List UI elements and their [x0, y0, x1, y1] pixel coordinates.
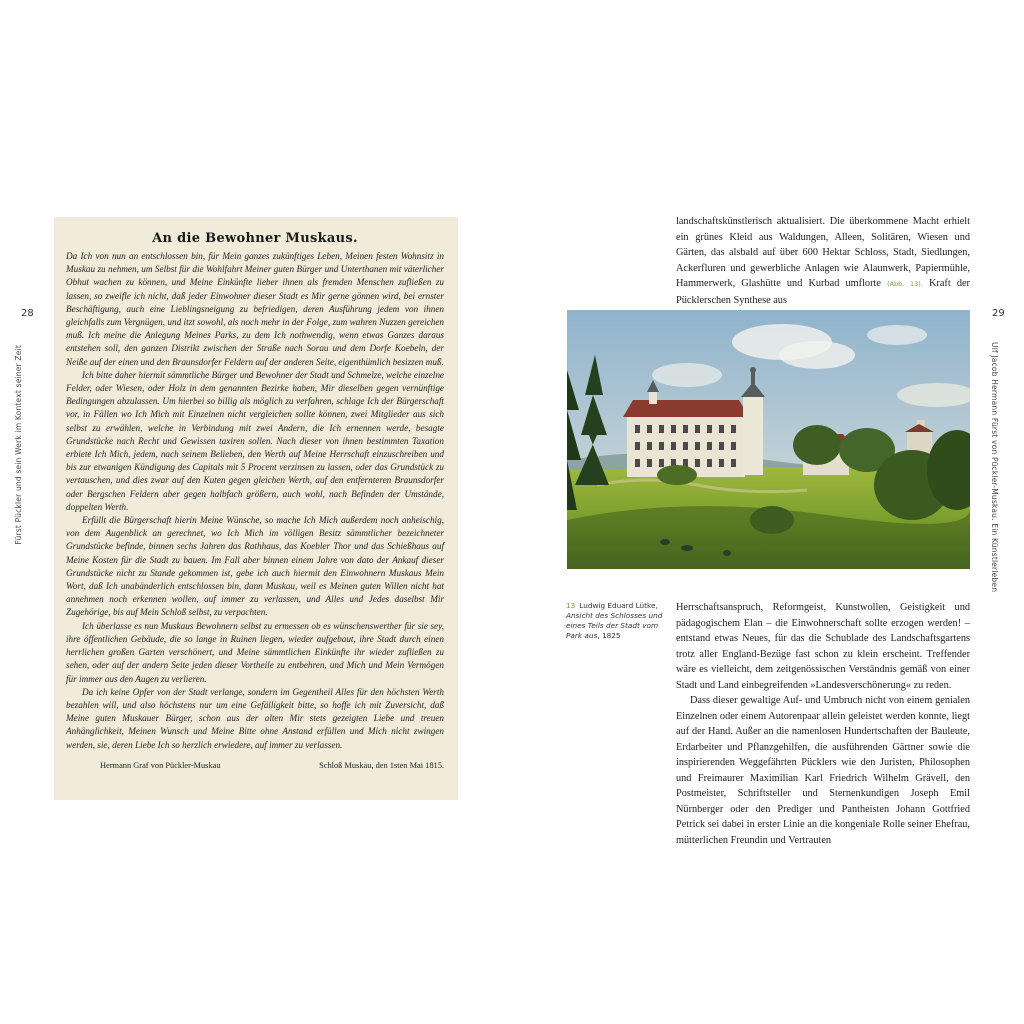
signature-place-date: Schloß Muskau, den 1sten Mai 1815. [319, 760, 444, 770]
caption-year: , 1825 [597, 631, 621, 640]
signature-name: Hermann Graf von Pückler-Muskau [100, 760, 221, 770]
body-text-top [676, 214, 970, 308]
body-paragraph: Dass dieser gewaltige Auf- und Umbruch nicht von einem genialen Einzelnen oder einem Autorenpaar allein geleistet werden konnte, liegt auf der Hand. Außer an die namenlosen Hundertschaften der Bauleute, Erdarbeiter und Pflanzgehilfen, die ausführenden Gärtner sowie die inspirierenden Weggefährten Pücklers wie den Juristen, Philosophen und Freimaurer Maximilian Karl Friedrich Wilhelm Grävell, den Postmeister, Schriftsteller und Sternenkundigen Joseph Emil Nürnberger oder den Prediger und Pantheisten Johann Gottfried Petrick sei dabei in erster Linie an die kongeniale Rolle seiner Ehefrau, mütterlichen Freundin und Vertrauten [676, 695, 970, 846]
running-head-right [990, 342, 999, 592]
proclamation-paragraph: Da Ich von nun an entschlossen bin, für Mein ganzes zukünftiges Leben, Meinen festen Wohnsitz in Muskau zu nehmen, um Selbst für die Wohlfahrt Meiner guten Bürger und Unterthanen mit väterlicher Obhut wachen zu können, und Meine Einkünfte lieber ihnen als fremden Menschen zufließen zu lassen, so zweifle ich nicht, daß jeder Einwohner dieser Stadt es Mir gerne gönnen wird, bei ernster Beschäftigung, auch eine Lieblingsneigung zu befriedigen, deren Ausführung jedem von ihnen gleichfalls zum Vergnügen, und itzt sowohl, als noch mehr in der Folge, zum wahren Nuzzen gereichen muß. Ich meine die Anlegung Meines Parks, zu dem Ich nothwendig, wenn etwas Ganzes daraus entstehen soll, den ganzen Distrikt zwischen der Straße nach Sorau und dem Dorfe Koebeln, der Neiße auf der einen und den Braunsdorfer Feldern auf der anderen Seite, eigenthümlich besizzen muß. [66, 251, 444, 367]
page-number-right: 29 [992, 308, 1005, 319]
caption-author: Ludwig Eduard Lütke, [579, 601, 658, 610]
proclamation-paragraph: Ich bitte daher hiermit sämmtliche Bürger und Bewohner der Stadt und Schmelze, welche einzelne Felder, oder Wiesen, oder Holz in dem genannten Bezirke haben, Mir dieselben gegen vernünftige Bedingungen abzulassen. Um hierbei so billig als möglich zu verfahren, schlage Ich der Bürgerschaft vor, in Fällen wo Ich Mich mit Einzelnen nicht vergleichen sollte können, zwei Mitglieder aus sich selbst zu erwählen, welche in Verbindung mit zwei Andern, die Ich ernennen werde, besagte Grundstücke nach Recht und Gewissen taxiren sollen. Nach dieser von ihnen bestimmten Taxation erbiete Ich Mich, jedem, nach seinem Belieben, den Werth auf Meine Herrschaft einzuschreiben und bis zur etwanigen Kündigung des Capitals mit 5 Procent verzinsen zu lassen, oder das Grundstück zu vertauschen, und dies zwar auf den Kuten gegen gleichen Werth, auf den entfernteren Braunsdorfer oder Bergschen Feldern aber gegen halbfach größern, auch wohl, nach Befinden der Umstände, doppelten Werth. [66, 369, 444, 512]
proclamation-box [54, 217, 458, 800]
body-text-bottom [676, 600, 970, 848]
proclamation-paragraph: Da ich keine Opfer von der Stadt verlange, sondern im Gegentheil Alles für den höchsten Werth bezahlen will, und also höchstens nur um eine Gefälligkeit bitte, so hoffe ich mit Zuversicht, daß Meine guten Muskauer Bürger, schon aus der alten Mir stets gezeigten Liebe und treuen Anhänglichkeit, Meinen Wunsch und Meine Bitte ohne Anstand erfüllen und Mich nicht zwingen werden, sie, deren Liebe Ich so herzlich erwiedere, auf immer zu verlassen. [66, 686, 444, 750]
page-number-left: 28 [21, 308, 34, 319]
running-head-left: Fürst Pückler und sein Werk im Kontext seiner Zeit [14, 345, 23, 545]
body-paragraph: Herrschaftsanspruch, Reformgeist, Kunstwollen, Geistigkeit und pädagogischem Elan – die Einwohnerschaft sollte erzogen werden! – entstand etwas Neues, für das die Schublade des Landschaftsgartens trotz aller England-Bezüge fast schon zu klein erscheint. Treffender wäre es vielleicht, dem zeitgenössischen Verständnis gemäß von einer Stadt und Land einbegreifenden »Landesverschönerung« zu reden. [676, 602, 970, 691]
painting-muskau-castle [567, 310, 970, 569]
caption-title: Ansicht des Schlosses und eines Teils der Stadt vom Park aus [566, 611, 663, 640]
proclamation-signature [66, 761, 444, 770]
caption-number: 13 [566, 601, 576, 610]
figure-caption [566, 601, 666, 641]
body-paragraph: landschaftskünstlerisch aktualisiert. Die überkommene Macht erhielt ein grünes Kleid aus Waldungen, Alleen, Solitären, Wiesen und Gärten, das alsbald auf über 600 Hektar Schloss, Stadt, Siedlungen, Ackerfluren und gewerbliche Anlagen wie Alaunwerk, Papiermühle, Hammerwerk, Glashütte und Kurbad umflorte (Abb. 13). Kraft der Pücklerschen Synthese aus [676, 216, 970, 306]
proclamation-title: An die Bewohner Muskaus. [152, 231, 358, 246]
running-head-author: Ulf Jacob [990, 342, 999, 377]
figure-reference[interactable]: (Abb. 13). [887, 280, 923, 288]
proclamation-paragraph: Ich überlasse es nun Muskaus Bewohnern selbst zu ermessen ob es wünschenswerther für sie sey, ihre öffentlichen Gebäude, die so lange in Ruinen liegen, wieder aufgebaut, ihre Stadt durch einen herrlichen großen Garten verschönert, und Meine sämmtlichen Einkünfte ihr wieder zufließen zu sehen, oder auf der andern Seite jeden dieser Vortheile zu entbehren, und Mich und Mein Vermögen für immer aus den Augen zu verlieren. [66, 620, 444, 684]
proclamation-paragraph: Erfüllt die Bürgerschaft hierin Meine Wünsche, so mache Ich Mich außerdem noch anheischig, von dem Augenblick an gerechnet, wo Ich Mich im völligen Besitz sämmtlicher bezeichneter Grundstücke befinde, binnen sechs Jahren das Rathhaus, das Koebler Thor und das Schießhaus auf Meine Kosten für die Stadt zu bauen. Im Fall aber binnen einem Jahre von dato der Ankauf dieser Grundstücke nicht zu Stande gekommen ist, gebe ich auch hiermit den Einwohnern Muskaus Mein Wort, daß Ich unabänderlich entschlossen bin, dann Muskau, weil es Meinen guten Willen nicht hat annehmen noch erkennen wollen, auf immer zu verlassen, und Alles und Jedes daselbst Mir Zugehörige, bis auf Mein Schloß selbst, zu verpachten. [66, 515, 444, 618]
running-head-title: Hermann Fürst von Pückler-Muskau. Ein Künstlerleben [990, 379, 999, 593]
